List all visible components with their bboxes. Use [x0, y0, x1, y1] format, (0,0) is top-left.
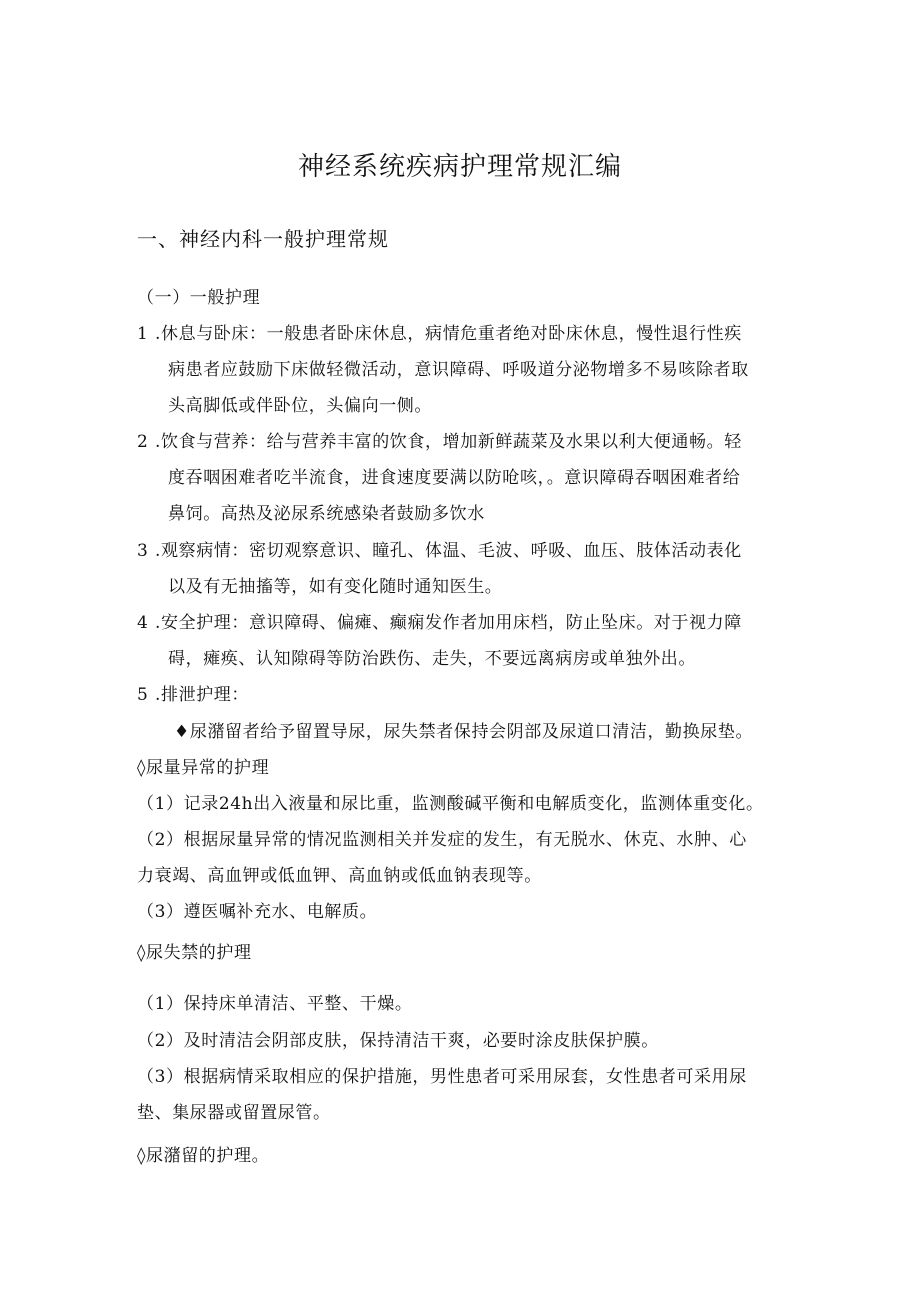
retention-heading: ◊尿潴留的护理。: [137, 1146, 270, 1166]
incontinence-heading: ◊尿失禁的护理: [137, 943, 252, 963]
item-3-line-1: .观察病情：密切观察意识、瞳孔、体温、毛波、呼吸、血压、肢体活动表化: [155, 541, 742, 561]
item-1-line-1: .休息与卧床：一般患者卧床休息，病情危重者绝对卧床休息，慢性退行性疾: [155, 324, 742, 344]
incontinence-p1: （1）保持床单清洁、平整、干燥。: [137, 994, 413, 1014]
subsection-heading: （一）一般护理: [137, 288, 261, 308]
item-number: 1: [137, 324, 148, 344]
item-4-line-2: 碍，瘫痪、认知隙碍等防治跌伤、走失，不要远离病房或单独外出。: [168, 649, 696, 669]
abnormal-p2-line1: （2）根据尿量异常的情况监测相关并发症的发生，有无脱水、休克、水肿、心: [137, 830, 747, 850]
item-2-line-2: 度吞咽困难者吃半流食，进食速度要满以防呛咳，。意识障碍吞咽困难者给: [168, 468, 741, 488]
item-number: 5: [137, 685, 148, 705]
item-4-line-1: .安全护理：意识障碍、偏瘫、癫痫发作者加用床档，防止坠床。对于视力障: [155, 613, 742, 633]
item-number: 3: [137, 541, 148, 561]
abnormal-p1: （1）记录24h出入液量和尿比重，监测酸碱平衡和电解质变化，监测体重变化。: [137, 794, 764, 814]
item-1-line-2: 病患者应鼓励下床做轻微活动，意识障碍、呼吸道分泌物增多不易咳除者取: [168, 360, 749, 380]
item-number: 2: [137, 432, 148, 452]
abnormal-p3: （3）遵医嘱补充水、电解质。: [137, 902, 378, 922]
retention-bullet: ♦尿潴留者给予留置导尿，尿失禁者保持会阴部及尿道口清洁，勤换尿垫。: [174, 722, 754, 742]
section-heading: 一、神经内科一般护理常规: [137, 227, 389, 251]
item-1-line-3: 头高脚低或伴卧位，头偏向一侧。: [168, 396, 432, 416]
incontinence-p2: （2）及时清洁会阴部皮肤，保持清洁干爽，必要时涂皮肤保护膜。: [137, 1031, 659, 1051]
item-2-line-1: .饮食与营养：给与营养丰富的饮食，增加新鲜蔬菜及水果以利大便通畅。轻: [155, 432, 742, 452]
item-5-line-1: .排泄护理：: [155, 685, 250, 705]
item-number: 4: [137, 613, 148, 633]
item-2-line-3: 鼻饲。高热及泌尿系统感染者鼓励多饮水: [168, 504, 485, 524]
abnormal-heading: ◊尿量异常的护理: [137, 758, 270, 778]
incontinence-p3-line2: 垫、集尿器或留置尿管。: [137, 1103, 331, 1123]
item-3-line-2: 以及有无抽搐等，如有变化随时通知医生。: [168, 577, 503, 597]
page-title: 神经系统疾病护理常规汇编: [297, 152, 622, 182]
abnormal-p2-line2: 力衰竭、高血钾或低血钾、高血钠或低血钠表现等。: [137, 866, 542, 886]
incontinence-p3-line1: （3）根据病情采取相应的保护措施，男性患者可采用尿套，女性患者可采用尿: [137, 1067, 747, 1087]
